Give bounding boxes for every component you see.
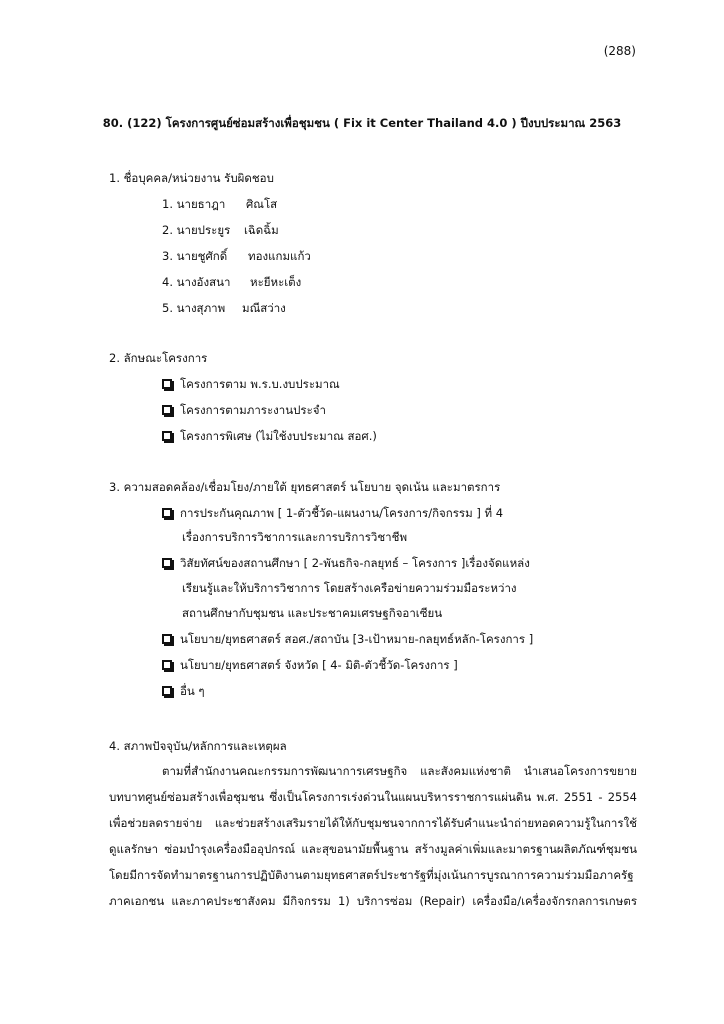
alignment-option[interactable] [162,631,533,649]
option-label: โครงการตามภาระงานประจำ [180,403,326,417]
project-type-option[interactable] [162,376,340,394]
option-label: นโยบาย/ยุทธศาสตร์ สอศ./สถาบัน [3-เป้าหมาย-กลยุทธ์หลัก-โครงการ ] [180,632,534,646]
alignment-option[interactable] [162,683,205,701]
option-continuation: สถานศึกษากับชุมชน และประชาคมเศรษฐกิจอาเซียน [182,606,443,620]
person-name: 3. นายชูศักดิ์ [162,249,228,263]
paragraph-line: ตามที่สำนักงานคณะกรรมการพัฒนาการเศรษฐกิจ และสังคมแห่งชาติ นำเสนอโครงการขยาย [162,764,637,778]
checkbox[interactable] [162,558,172,568]
alignment-option[interactable] [162,657,458,675]
person-surname: หะยีหะเต็ง [250,275,302,289]
option-continuation: เรื่องการบริการวิชาการและการบริการวิชาชีพ [182,530,408,544]
checkbox[interactable] [162,379,172,389]
section4-heading: 4. สภาพปัจจุบัน/หลักการและเหตุผล [109,739,287,753]
person-surname: ศิณโส [246,197,278,211]
person-surname: ทองแกมแก้ว [248,249,311,263]
person-surname: มณีสว่าง [242,301,286,315]
person-surname: เฉิดฉิ้ม [244,223,279,237]
section2-heading: 2. ลักษณะโครงการ [109,351,208,365]
project-type-option[interactable] [162,402,326,420]
paragraph-line: ดูแลรักษา ซ่อมบำรุงเครื่องมืออุปกรณ์ และสุขอนามัยพื้นฐาน สร้างมูลค่าเพิ่มและมาตรฐานผลิตภัณฑ์ชุมชน [109,842,637,856]
document-title: 80. (122) โครงการศูนย์ซ่อมสร้างเพื่อชุมชน ( Fix it Center Thailand 4.0 ) ปีงบประมาณ 2563 [102,116,622,130]
option-label: การประกันคุณภาพ [ 1-ตัวชี้วัด-แผนงาน/โครงการ/กิจกรรม ] ที่ 4 [180,506,504,520]
paragraph-line: ภาคเอกชน และภาคประชาสังคม มีกิจกรรม 1) บริการซ่อม (Repair) เครื่องมือ/เครื่องจักรกลการเกษตร [109,894,637,908]
option-label: โครงการตาม พ.ร.บ.งบประมาณ [180,377,340,391]
section3-heading: 3. ความสอดคล้อง/เชื่อมโยง/ภายใต้ ยุทธศาสตร์ นโยบาย จุดเน้น และมาตรการ [109,480,501,494]
option-label: อื่น ๆ [180,684,205,698]
paragraph-line: บทบาทศูนย์ซ่อมสร้างเพื่อชุมชน ซึ่งเป็นโครงการเร่งด่วนในแผนบริหารราชการแผ่นดิน พ.ศ. 2551 - 2554 [109,790,637,804]
option-label: นโยบาย/ยุทธศาสตร์ จังหวัด [ 4- มิติ-ตัวชี้วัด-โครงการ ] [180,658,458,672]
person-name: 1. นายธาฎา [162,197,226,211]
project-type-option[interactable] [162,428,377,446]
person-name: 2. นายประยูร [162,223,231,237]
option-label: โครงการพิเศษ (ไม่ใช้งบประมาณ สอศ.) [180,429,377,443]
person-name: 5. นางสุภาพ [162,301,226,315]
person-name: 4. นางอังสนา [162,275,231,289]
checkbox[interactable] [162,431,172,441]
section1-heading: 1. ชื่อบุคคล/หน่วยงาน รับผิดชอบ [109,171,274,185]
option-continuation: เรียนรู้และให้บริการวิชาการ โดยสร้างเครือข่ายความร่วมมือระหว่าง [182,581,517,595]
page-number: (288) [603,44,636,58]
checkbox[interactable] [162,405,172,415]
alignment-option[interactable] [162,555,530,573]
paragraph-line: โดยมีการจัดทำมาตรฐานการปฏิบัติงานตามยุทธศาสตร์ประชารัฐที่มุ่งเน้นการบูรณาการความร่วมมือภาครัฐ [109,868,634,882]
checkbox[interactable] [162,634,172,644]
option-label: วิสัยทัศน์ของสถานศึกษา [ 2-พันธกิจ-กลยุทธ์ – โครงการ ]เรื่องจัดแหล่ง [180,556,530,570]
checkbox[interactable] [162,508,172,518]
checkbox[interactable] [162,686,172,696]
checkbox[interactable] [162,660,172,670]
alignment-option[interactable] [162,505,503,523]
paragraph-line: เพื่อช่วยลดรายจ่าย และช่วยสร้างเสริมรายได้ให้กับชุมชนจากการได้รับคำแนะนำถ่ายทอดความรู้ในการใช้ [109,816,637,830]
